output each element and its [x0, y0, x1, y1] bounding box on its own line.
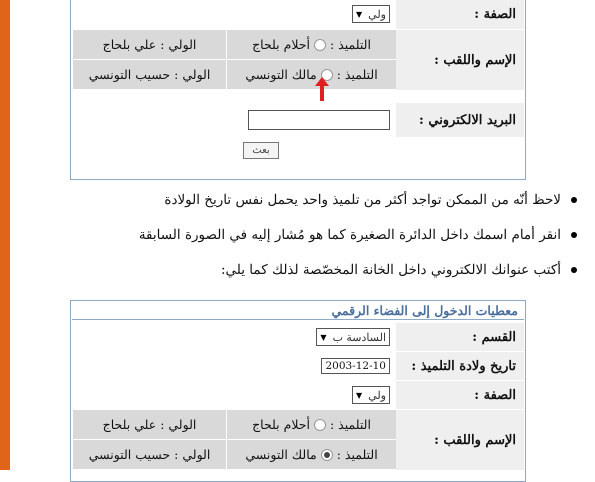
section-select[interactable]: السادسة ب ▼: [316, 328, 390, 346]
status-row: [72, 0, 524, 29]
status-select[interactable]: ولي ▼: [352, 386, 390, 404]
student-radio-2[interactable]: [321, 449, 333, 461]
dob-row: [72, 352, 524, 380]
student-radio-1[interactable]: [314, 39, 326, 51]
panel-title: معطيات الدخول إلى الفضاء الرقمي: [72, 302, 524, 320]
guardian-prefix: الولي :: [160, 37, 197, 52]
guardian-cell-2: [72, 440, 226, 469]
guardian-cell-1: [72, 30, 226, 59]
left-accent-bar: [0, 0, 10, 470]
section-label: القسم :: [396, 323, 524, 351]
student-cell-1[interactable]: [226, 410, 396, 439]
red-arrow-icon: [315, 77, 329, 101]
list-item: [60, 182, 577, 217]
bullet-icon: [571, 197, 577, 203]
student-cell-2[interactable]: [226, 440, 396, 469]
email-input[interactable]: [248, 110, 390, 130]
dob-field: [72, 352, 396, 380]
student-radio-1[interactable]: [314, 419, 326, 431]
student-cell-2[interactable]: [226, 60, 396, 89]
dob-input[interactable]: 2003-12-10: [321, 358, 390, 374]
chevron-down-icon: ▼: [356, 9, 363, 19]
instructions-list: [60, 182, 577, 287]
guardian-prefix: الولي :: [160, 417, 197, 432]
section-row: [72, 323, 524, 351]
guardian-cell-1: [72, 410, 226, 439]
student-prefix: التلميذ :: [330, 37, 371, 52]
chevron-down-icon: ▼: [356, 390, 363, 400]
email-label: البريد الالكتروني :: [396, 103, 524, 137]
guardian-name: حسيب التونسي: [88, 447, 171, 462]
guardian-prefix: الولي :: [174, 67, 211, 82]
name-label: الإسم واللقب :: [396, 410, 524, 470]
list-item: [60, 252, 577, 287]
top-form-panel: [70, 0, 526, 180]
guardian-name: حسيب التونسي: [88, 67, 171, 82]
status-field: [72, 381, 396, 409]
email-row: [72, 103, 524, 137]
list-item: [60, 217, 577, 252]
instruction-text: انقر أمام اسمك داخل الدائرة الصغيرة كما هو مُشار إليه في الصورة السابقة: [138, 226, 561, 243]
student-cell-1[interactable]: [226, 30, 396, 59]
section-field: [72, 323, 396, 351]
student-prefix: التلميذ :: [330, 417, 371, 432]
status-label: الصفة :: [396, 0, 524, 29]
bottom-form-panel: [70, 300, 526, 482]
send-button[interactable]: بعث: [243, 142, 279, 159]
guardian-cell-2: [72, 60, 226, 89]
dob-label: تاريخ ولادة التلميذ :: [396, 352, 524, 380]
status-field: [72, 0, 396, 29]
name-label: الإسم واللقب :: [396, 30, 524, 90]
student-name: أحلام بلحاج: [252, 417, 310, 432]
name-row: [72, 30, 524, 90]
status-row: [72, 381, 524, 409]
student-name: مالك التونسي: [245, 67, 317, 82]
guardian-name: علي بلحاج: [102, 417, 157, 432]
bullet-icon: [571, 232, 577, 238]
email-field: [72, 103, 396, 137]
student-name: مالك التونسي: [245, 447, 317, 462]
instruction-text: أكتب عنوانك الالكتروني داخل الخانة المخصّصة لذلك كما يلي:: [220, 261, 561, 278]
instruction-text: لاحظ أنّه من الممكن تواجد أكثر من تلميذ واحد يحمل نفس تاريخ الولادة: [164, 191, 561, 208]
bullet-icon: [571, 267, 577, 273]
student-name: أحلام بلحاج: [252, 37, 310, 52]
status-select[interactable]: ولي ▼: [352, 5, 390, 23]
status-label: الصفة :: [396, 381, 524, 409]
student-prefix: التلميذ :: [336, 447, 378, 462]
student-prefix: التلميذ :: [336, 67, 378, 82]
guardian-prefix: الولي :: [174, 447, 211, 462]
chevron-down-icon: ▼: [320, 332, 327, 342]
name-row: [72, 410, 524, 470]
guardian-name: علي بلحاج: [102, 37, 157, 52]
